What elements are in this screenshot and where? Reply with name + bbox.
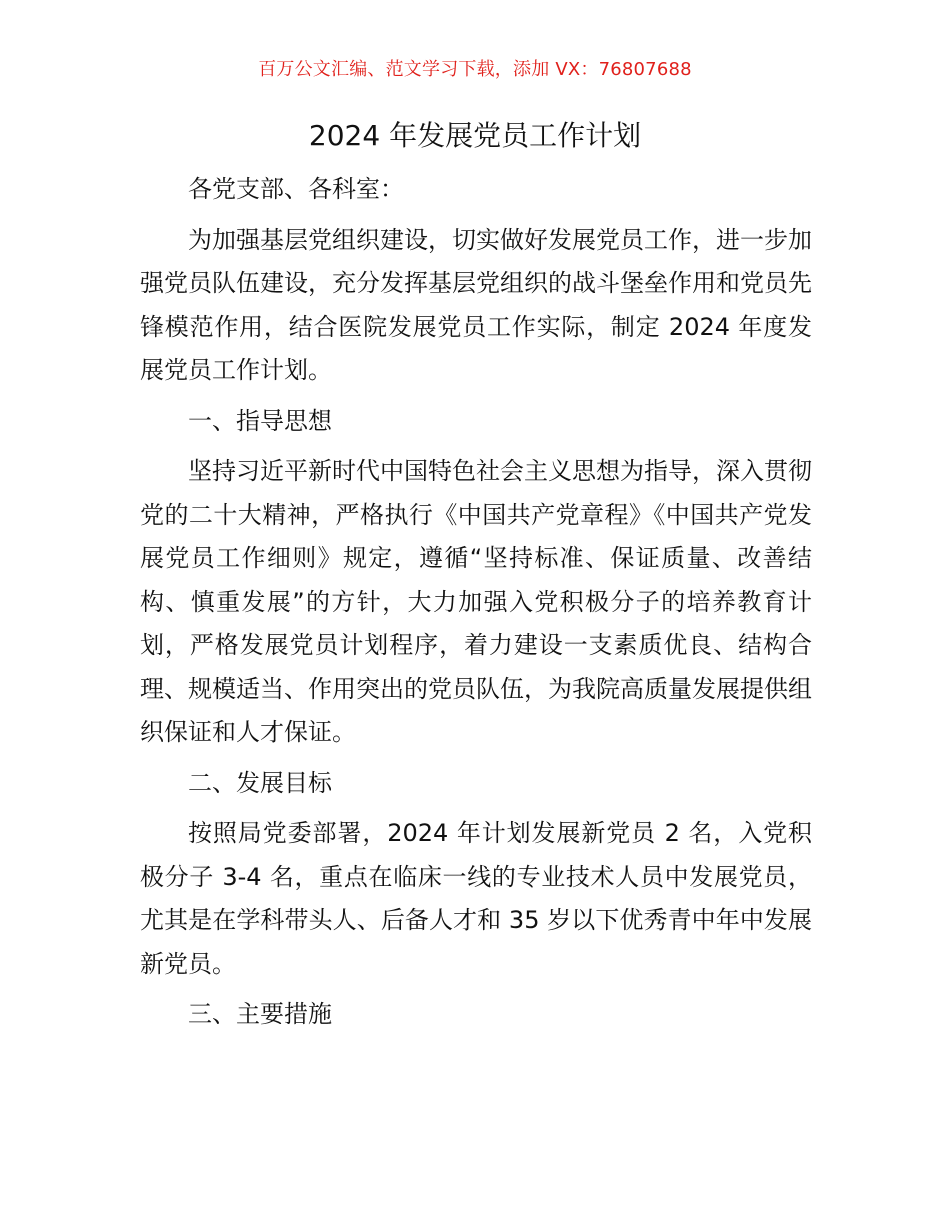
intro-paragraph: 为加强基层党组织建设，切实做好发展党员工作，进一步加强党员队伍建设，充分发挥基层党组织的战斗堡垒作用和党员先锋模范作用，结合医院发展党员工作实际，制定 2024 年度发展党员工作计划。 <box>140 225 812 384</box>
salutation-paragraph: 各党支部、各科室： <box>188 175 404 203</box>
development-goals-paragraph: 按照局党委部署，2024 年计划发展新党员 2 名，入党积极分子 3-4 名，重点在临床一线的专业技术人员中发展党员，尤其是在学科带头人、后备人才和 35 岁以下优秀青中年中发展新党员。 <box>140 819 812 978</box>
document-title: 2024 年发展党员工作计划 <box>308 119 642 152</box>
header-note: 百万公文汇编、范文学习下载，添加 VX：76807688 <box>258 59 692 80</box>
guiding-ideology-paragraph: 坚持习近平新时代中国特色社会主义思想为指导，深入贯彻党的二十大精神，严格执行《中国共产党章程》《中国共产党发展党员工作细则》规定，遵循“坚持标准、保证质量、改善结构、慎重发展”的方针，大力加强入党积极分子的培养教育计划，严格发展党员计划程序，着力建设一支素质优良、结构合理、规模适当、作用突出的党员队伍，为我院高质量发展提供组织保证和人才保证。 <box>140 457 812 746</box>
section-heading-main-measures: 三、主要措施 <box>188 1000 332 1028</box>
section-heading-guiding-ideology: 一、指导思想 <box>188 406 332 435</box>
document-body <box>140 168 812 1044</box>
section-heading-development-goals: 二、发展目标 <box>188 768 332 797</box>
